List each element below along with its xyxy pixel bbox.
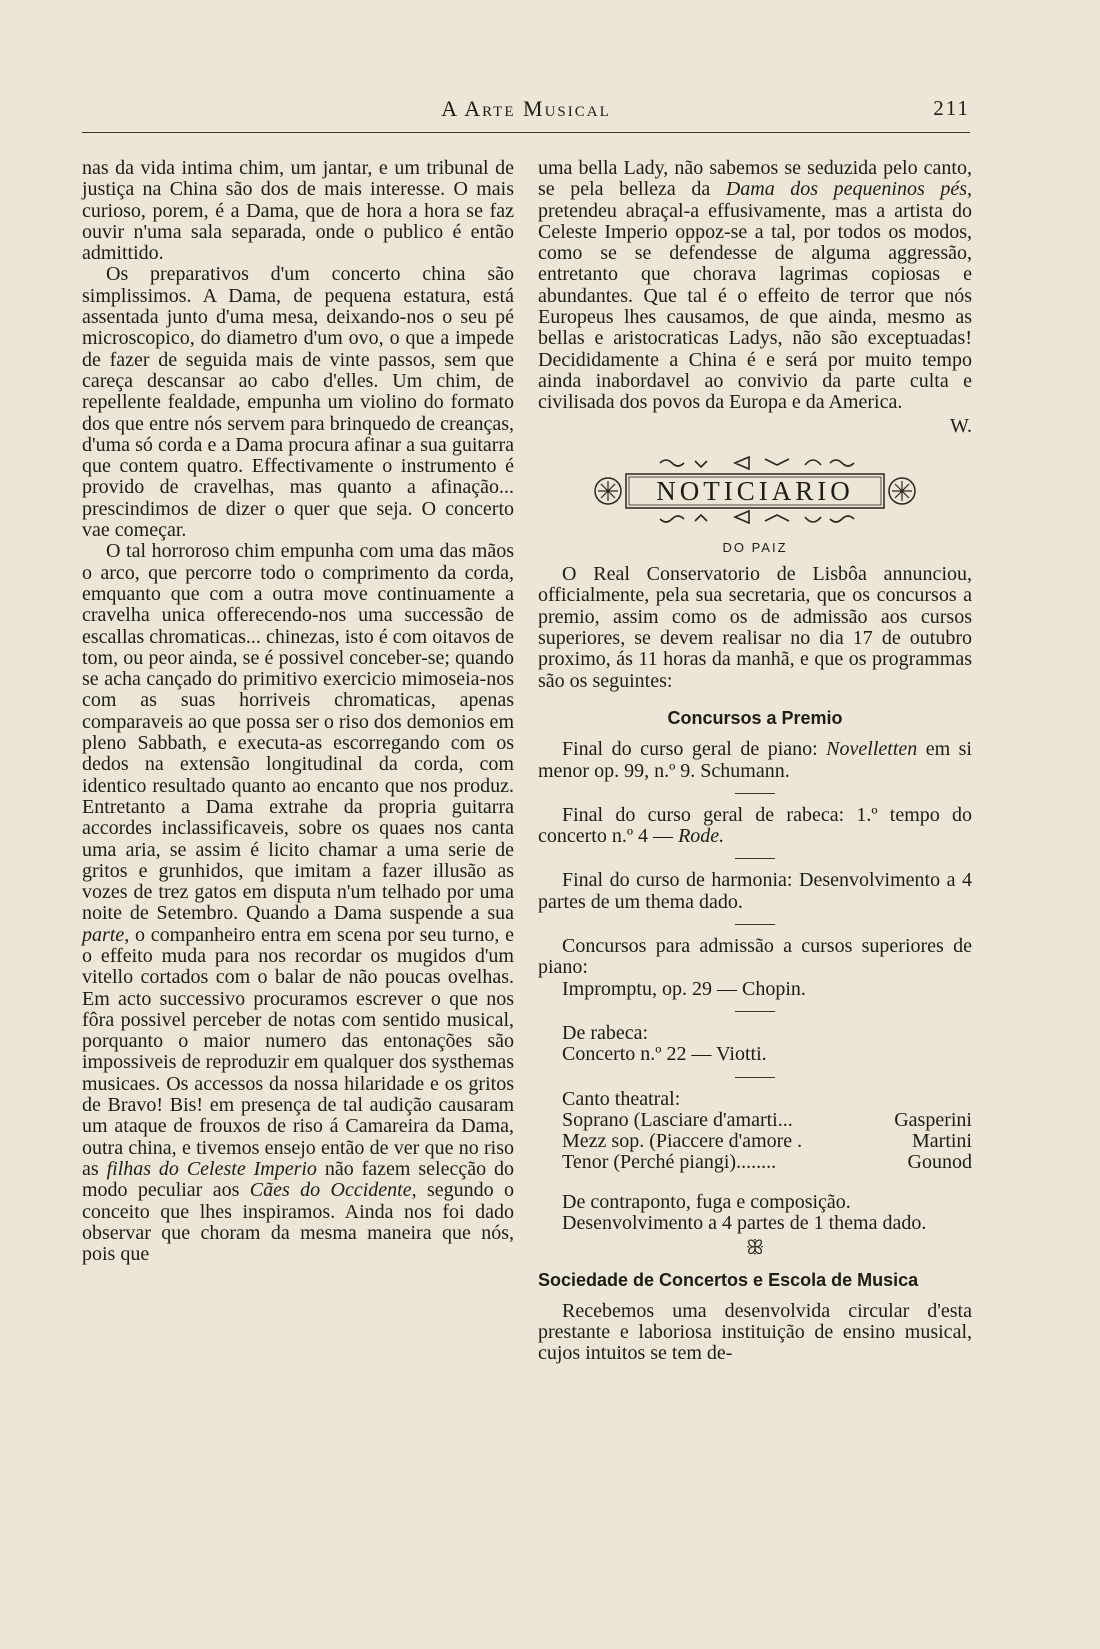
- heading-concursos-premio: Concursos a Premio: [667, 707, 843, 728]
- programme-desenvolvimento: Desenvolvimento a 4 partes de 1 thema dado.: [562, 1211, 927, 1234]
- voice-part: Mezz sop. (Piaccere d'amore .: [562, 1130, 803, 1153]
- programme-concerto-viotti: Concerto n.º 22 — Viotti.: [562, 1043, 767, 1066]
- programme-harmonia: Final do curso de harmonia: Desenvolvimento a 4 partes de um thema dado.: [538, 869, 972, 913]
- divider: [735, 1011, 775, 1012]
- voice-composer: Martini: [912, 1130, 972, 1153]
- left-paragraph-2: Os preparativos d'um concerto china são simplissimos. A Dama, de pequena estatura, está assentada junto d'uma mesa, deixando-nos o seu pé microscopico, do diametro d'um ovo, o que a impede de fazer de seguida mais de vinte passos, sem que careça descansar ao cabo d'elles. Um chim, de repellente fealdade, empunha um violino do formato dos que entre nós servem para brinquedo de creanças, d'uma só corda e a Dama procura afinar a sua guitarra que contem quatro. Effectivamente o instrumento é provido de cravelhas, mas quanto a afinação... prescindimos de dizer o quer que seja. O concerto vae começar.: [82, 263, 514, 542]
- voice-composer: Gounod: [907, 1151, 972, 1174]
- noticiario-banner: [538, 451, 972, 529]
- divider: [735, 793, 775, 794]
- header-rule: [82, 132, 970, 133]
- text-run: O tal horroroso chim empunha com uma das mãos o arco, que percorre todo o comprimento da corda, emquanto que com a outra move continuamente a cravelha unica offerecendo-nos uma successão de escallas chromaticas... chinezas, isto é com oitavos de tom, ou peor ainda, se é possivel conceber-se; quando se acha cançado do primitivo exercicio mimoseia-nos com as suas horriveis chromaticas, apenas comparaveis ao que possa ser o riso dos demonios em pleno Sabbath, e executa-as escorregando com os dedos na extensão longitudinal da corda, com identico resultado quanto ao encanto que nos produz. Entretanto a Dama extrahe da propria guitarra accordes inclassificaveis, sobre os quaes nos canta uma aria, se assim é licito chamar a uma serie de gritos e grunhidos, que imitam a fazer illusão as vozes de trez gatos em disputa n'um telhado por uma noite de Setembro. Quando a Dama suspende a sua: [82, 540, 514, 925]
- divider: [735, 1077, 775, 1078]
- running-head: [82, 96, 970, 120]
- text-run: em si menor op. 99, n.º 9. Schumann.: [538, 738, 972, 782]
- italic-run: Cães do Occidente: [249, 1179, 412, 1202]
- divider: [735, 924, 775, 925]
- section-subtitle: DO PAIZ: [722, 539, 788, 555]
- divider: [735, 858, 775, 859]
- italic-run: filhas do Celeste Imperio: [106, 1157, 317, 1180]
- programme-admissao: Concursos para admissão a cursos superiores de piano:: [538, 935, 972, 979]
- voice-row: [538, 1152, 972, 1173]
- voice-composer: Gasperini: [894, 1108, 972, 1131]
- italic-run: Rode.: [678, 825, 725, 848]
- programme-de-rabeca: De rabeca:: [562, 1021, 649, 1044]
- left-paragraph-3: [82, 541, 514, 1265]
- section-title: NOTICIARIO: [656, 475, 854, 506]
- text-run: , segundo o conceito que lhes inspiramos. Ainda nos foi dado observar que choram da mesma maneira que nós, pois que: [82, 1179, 514, 1266]
- right-paragraph-1: [538, 158, 972, 414]
- italic-run: Novelletten: [826, 738, 918, 761]
- programme-contraponto: De contraponto, fuga e composição.: [562, 1190, 851, 1213]
- italic-run: parte: [82, 923, 125, 946]
- text-run: Final do curso geral de rabeca: 1.º tempo do concerto n.º 4 —: [538, 803, 972, 848]
- text-run: uma bella Lady, não sabemos se seduzida pelo canto, se pela belleza da: [538, 157, 972, 201]
- text-run: pretendeu abraçal-a effusivamente, mas a artista do Celeste Imperio oppoz-se a tal, por todos os modos, como se se defendesse de alguma aggressão, entretanto que chorava lagrimas copiosas e abundantes. Que tal é o effeito de terror que nós Europeus lhes causamos, de que ainda, mesmo as bellas e aristocraticas Ladys, não são exceptuadas! Decididamente a China é e será por muito tempo ainda inabordavel ao convivio da parte culta e civilisada dos povos da Europa e da America.: [538, 199, 972, 414]
- conservatorio-intro: O Real Conservatorio de Lisbôa annunciou, officialmente, pela sua secretaria, que os concursos a premio, assim como os de admissão aos cursos superiores, se devem realisar no dia 17 de outubro proximo, ás 11 horas da manhã, e que os programmas são os seguintes:: [538, 563, 972, 692]
- text-run: Final do curso geral de piano:: [562, 738, 827, 761]
- voice-row: [538, 1110, 972, 1131]
- ornament-icon: ꕥ: [745, 1237, 765, 1260]
- italic-run: Dama dos pequeninos pés,: [725, 178, 972, 201]
- right-column: [538, 158, 972, 1365]
- left-column: [82, 158, 514, 1265]
- running-title: A Arte Musical: [441, 96, 611, 121]
- programme-piano: [538, 739, 972, 782]
- heading-sociedade: Sociedade de Concertos e Escola de Musica: [538, 1269, 919, 1290]
- noticiario-ornament-frame: [590, 451, 920, 529]
- voice-row: [538, 1131, 972, 1152]
- author-signature: W.: [949, 414, 972, 437]
- page-number: 211: [933, 96, 970, 120]
- sociedade-paragraph: Recebemos uma desenvolvida circular d'esta prestante e laboriosa instituição de ensino musical, cujos intuitos se tem de-: [538, 1299, 972, 1365]
- left-paragraph-1: nas da vida intima chim, um jantar, e um tribunal de justiça na China são dos de mais interesse. O mais curioso, porem, é a Dama, que de hora a hora se faz ouvir n'uma sala separada, onde o publico é então admittido.: [82, 157, 514, 265]
- programme-impromptu: Impromptu, op. 29 — Chopin.: [562, 977, 806, 1000]
- voice-part: Soprano (Lasciare d'amarti...: [562, 1108, 793, 1131]
- programme-rabeca: [538, 805, 972, 848]
- text-run: não fazem selecção do modo peculiar aos: [82, 1157, 515, 1202]
- programme-list: [538, 739, 972, 1234]
- programme-canto: Canto theatral:: [562, 1087, 681, 1110]
- text-run: , o companheiro entra em scena por seu turno, e o effeito muda para nos recordar os mugidos d'um vitello cortados com o balar de não poucas ovelhas. Em acto successivo procuramos escrever o que nos fôra possivel perceber de notas com sentido musical, porquanto o maior numero das entonações são impossiveis de reproduzir em qualquer dos systhemas musicaes. Os accessos da nossa hilaridade e os gritos de Bravo! Bis! em presença de tal audição causaram um ataque de frouxos de riso á Camareira da Dama, outra china, e tivemos ensejo então de ver que no riso as: [82, 923, 514, 1180]
- voice-part: Tenor (Perché piangi)........: [562, 1151, 777, 1174]
